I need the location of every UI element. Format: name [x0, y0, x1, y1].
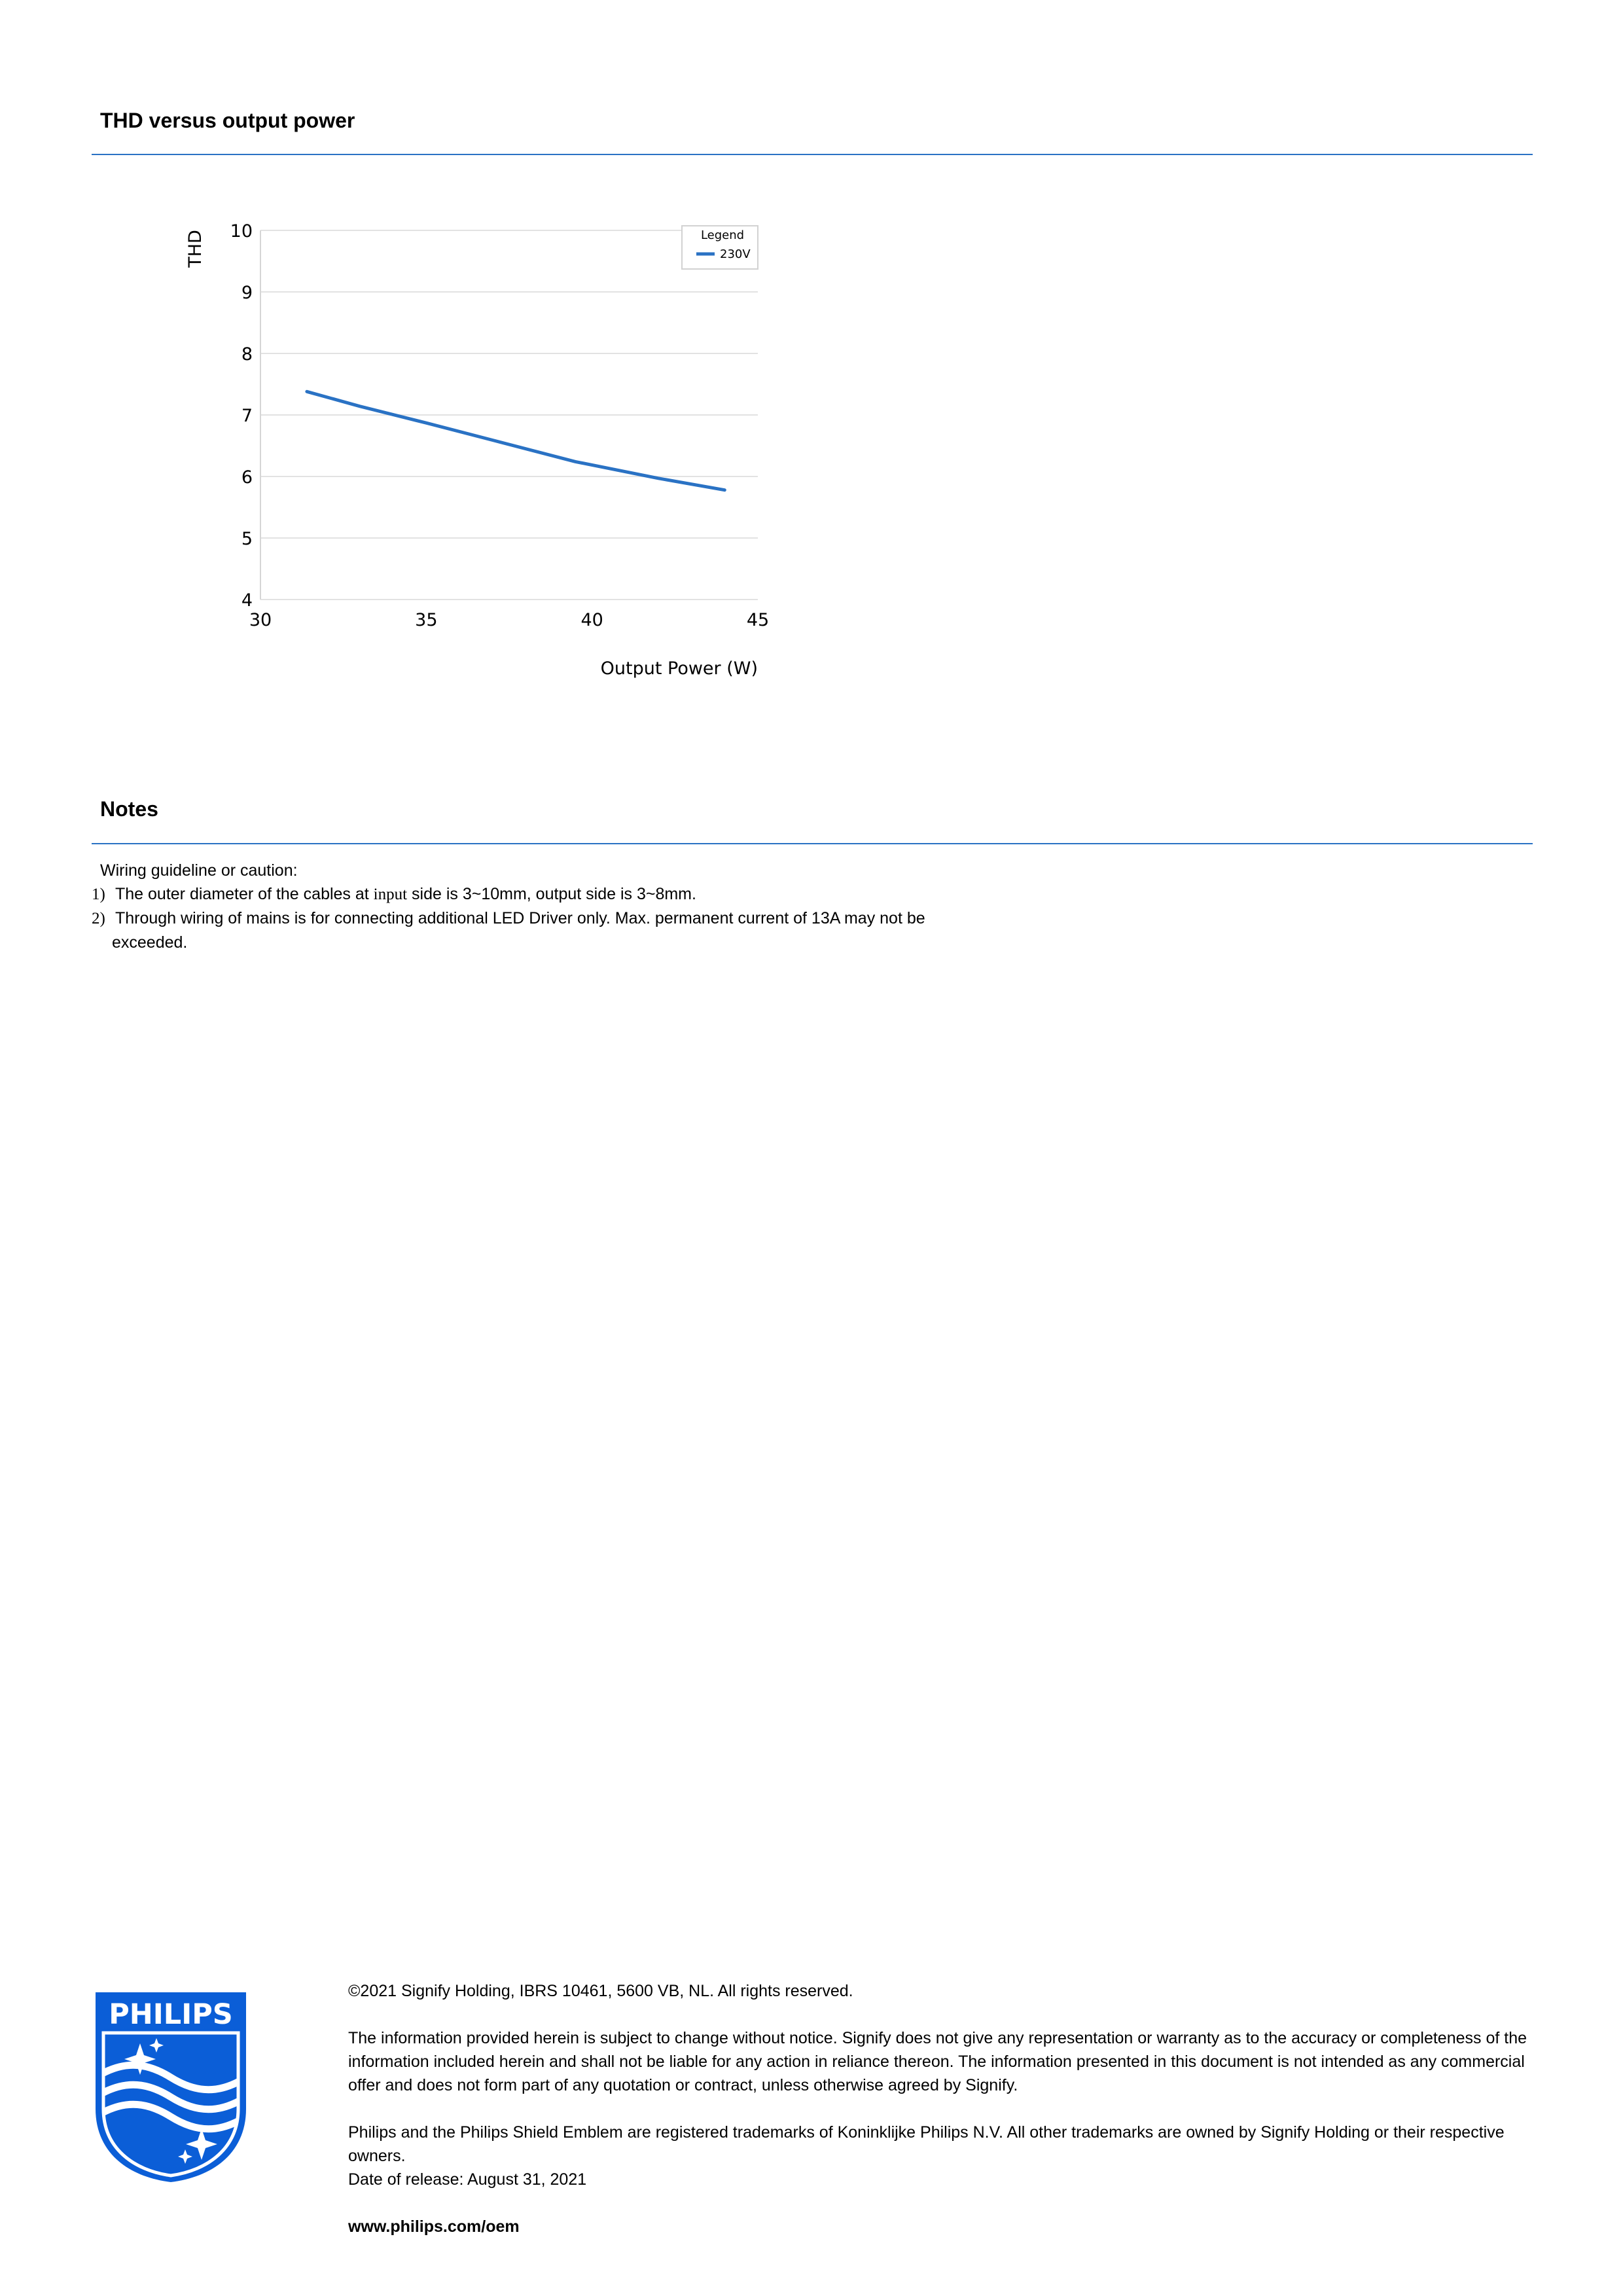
- note-text-part: The outer diameter of the cables at: [115, 885, 374, 903]
- section-title-notes: Notes: [100, 797, 158, 821]
- chart-legend: [682, 226, 758, 269]
- section-divider: [92, 843, 1533, 844]
- x-tick-label: 30: [249, 610, 272, 630]
- y-tick-label: 8: [241, 344, 253, 365]
- y-tick-label: 5: [241, 529, 253, 549]
- footer: [348, 1979, 1533, 2262]
- note-text-part: input: [373, 886, 408, 903]
- legend-title: Legend: [700, 228, 745, 242]
- note-text-part: side is 3~10mm, output side is 3~8mm.: [407, 885, 696, 903]
- footer-url: www.philips.com/oem: [348, 2217, 520, 2236]
- y-tick-label: 6: [241, 467, 253, 488]
- legend-label-230v: 230V: [720, 247, 751, 261]
- y-tick-labels: [230, 221, 253, 611]
- y-tick-label: 4: [241, 590, 253, 611]
- section-title-thd: THD versus output power: [100, 109, 355, 132]
- notes-intro: Wiring guideline or caution:: [100, 861, 298, 880]
- series-line-230v: [307, 391, 724, 490]
- footer-trademark: Philips and the Philips Shield Emblem are registered trademarks of Koninklijke Philips N.V. All other trademarks are owned by Signify Holding or their respective owners.: [348, 2123, 1505, 2165]
- thd-chart: [0, 0, 1623, 733]
- y-tick-label: 9: [241, 283, 253, 303]
- y-tick-label: 7: [241, 406, 253, 426]
- footer-disclaimer: The information provided herein is subject to change without notice. Signify does not give any representation or warranty as to the accuracy or completeness of the information included herein and shall not be liable for any action in reliance thereon. The information presented in this document is not intended as any commercial offer and does not form part of any quotation or contract, unless otherwise agreed by Signify.: [348, 2029, 1527, 2094]
- chart-grid: [260, 230, 758, 600]
- x-tick-label: 45: [746, 610, 770, 630]
- notes-body: [92, 859, 1073, 954]
- x-tick-label: 40: [580, 610, 603, 630]
- note-number: 1): [92, 886, 105, 903]
- x-tick-labels: [249, 610, 769, 630]
- x-axis-label: Output Power (W): [600, 658, 758, 679]
- y-axis-label: THD: [185, 230, 205, 268]
- note-text: Through wiring of mains is for connecting additional LED Driver only. Max. permanent current of 13A may not be: [115, 909, 925, 927]
- note-item-1: [92, 882, 1073, 906]
- note-item-2: [92, 906, 1073, 931]
- footer-copyright: ©2021 Signify Holding, IBRS 10461, 5600 VB, NL. All rights reserved.: [348, 1982, 853, 2000]
- footer-release-date: Date of release: August 31, 2021: [348, 2170, 587, 2189]
- x-tick-label: 35: [415, 610, 438, 630]
- y-tick-label: 10: [230, 221, 253, 242]
- note-number: 2): [92, 910, 105, 927]
- philips-shield-logo: [96, 1992, 246, 2182]
- logo-wordmark: PHILIPS: [109, 1998, 233, 2031]
- note-item-2-continued: exceeded.: [112, 933, 188, 952]
